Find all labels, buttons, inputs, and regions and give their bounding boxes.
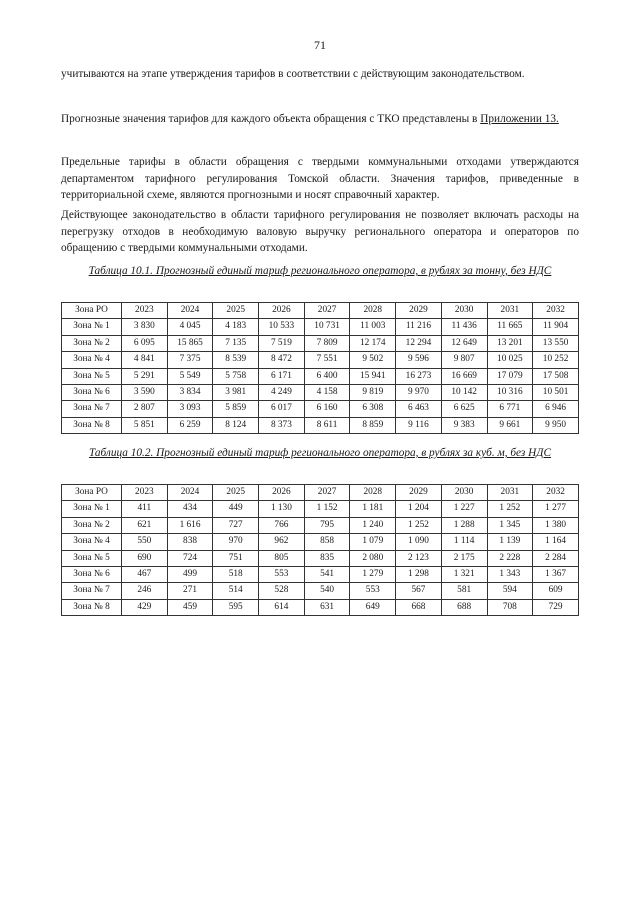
column-header: 2023: [122, 303, 168, 319]
tariff-cell: 449: [213, 501, 259, 517]
column-header: 2024: [167, 303, 213, 319]
tariff-cell: 6 160: [304, 401, 350, 417]
paragraph-forecast: [61, 111, 579, 128]
tariff-cell: 514: [213, 583, 259, 599]
tariff-cell: 688: [441, 599, 487, 615]
tariff-cell: 1 380: [533, 517, 579, 533]
table-row: [62, 517, 579, 533]
tariff-cell: 518: [213, 567, 259, 583]
tariff-cell: 766: [259, 517, 305, 533]
column-header: 2025: [213, 303, 259, 319]
tariff-cell: 17 508: [533, 368, 579, 384]
tariff-cell: 4 249: [259, 385, 305, 401]
tariff-cell: 727: [213, 517, 259, 533]
appendix-13-link[interactable]: Приложении 13.: [480, 113, 559, 125]
column-header: 2026: [259, 485, 305, 501]
tariff-cell: 649: [350, 599, 396, 615]
tariff-cell: 609: [533, 583, 579, 599]
tariff-cell: 567: [396, 583, 442, 599]
tariff-cell: 3 830: [122, 319, 168, 335]
tariff-cell: 594: [487, 583, 533, 599]
tariff-cell: 1 288: [441, 517, 487, 533]
tariff-cell: 1 227: [441, 501, 487, 517]
tariff-cell: 9 819: [350, 385, 396, 401]
tariff-cell: 6 308: [350, 401, 396, 417]
table-row: [62, 319, 579, 335]
tariff-cell: 434: [167, 501, 213, 517]
tariff-cell: 6 095: [122, 335, 168, 351]
tariff-cell: 1 181: [350, 501, 396, 517]
tariff-cell: 621: [122, 517, 168, 533]
tariff-cell: 12 174: [350, 335, 396, 351]
tariff-cell: 9 661: [487, 417, 533, 433]
tariff-cell: 9 596: [396, 352, 442, 368]
tariff-per-ton-table: [61, 302, 579, 434]
tariff-cell: 962: [259, 534, 305, 550]
column-header: Зона РО: [62, 303, 122, 319]
tariff-cell: 553: [350, 583, 396, 599]
column-header: 2030: [441, 485, 487, 501]
tariff-cell: 858: [304, 534, 350, 550]
tariff-cell: 246: [122, 583, 168, 599]
tariff-cell: 5 549: [167, 368, 213, 384]
tariff-cell: 5 758: [213, 368, 259, 384]
tariff-cell: 467: [122, 567, 168, 583]
tariff-cell: 8 472: [259, 352, 305, 368]
tariff-cell: 1 616: [167, 517, 213, 533]
column-header: Зона РО: [62, 485, 122, 501]
tariff-cell: 9 116: [396, 417, 442, 433]
tariff-cell: 1 204: [396, 501, 442, 517]
column-header: 2027: [304, 485, 350, 501]
tariff-cell: 2 123: [396, 550, 442, 566]
tariff-cell: 6 400: [304, 368, 350, 384]
zone-cell: Зона № 4: [62, 534, 122, 550]
table-row: [62, 368, 579, 384]
tariff-cell: 3 093: [167, 401, 213, 417]
tariff-cell: 7 809: [304, 335, 350, 351]
tariff-cell: 6 771: [487, 401, 533, 417]
table-row: [62, 534, 579, 550]
tariff-cell: 11 436: [441, 319, 487, 335]
column-header: 2029: [396, 303, 442, 319]
column-header: 2030: [441, 303, 487, 319]
tariff-cell: 6 625: [441, 401, 487, 417]
column-header: 2025: [213, 485, 259, 501]
tariff-cell: 10 252: [533, 352, 579, 368]
zone-cell: Зона № 5: [62, 368, 122, 384]
zone-cell: Зона № 6: [62, 567, 122, 583]
tariff-cell: 1 321: [441, 567, 487, 583]
tariff-cell: 7 375: [167, 352, 213, 368]
tariff-cell: 1 343: [487, 567, 533, 583]
tariff-cell: 1 079: [350, 534, 396, 550]
tariff-cell: 2 807: [122, 401, 168, 417]
tariff-cell: 9 950: [533, 417, 579, 433]
tariff-cell: 8 539: [213, 352, 259, 368]
tariff-cell: 1 139: [487, 534, 533, 550]
tariff-cell: 3 590: [122, 385, 168, 401]
tariff-cell: 10 316: [487, 385, 533, 401]
zone-cell: Зона № 8: [62, 417, 122, 433]
tariff-cell: 4 841: [122, 352, 168, 368]
tariff-cell: 2 284: [533, 550, 579, 566]
tariff-cell: 8 859: [350, 417, 396, 433]
column-header: 2024: [167, 485, 213, 501]
column-header: 2031: [487, 303, 533, 319]
zone-cell: Зона № 7: [62, 583, 122, 599]
tariff-cell: 12 649: [441, 335, 487, 351]
table-row: [62, 385, 579, 401]
tariff-cell: 595: [213, 599, 259, 615]
zone-cell: Зона № 6: [62, 385, 122, 401]
tariff-cell: 11 665: [487, 319, 533, 335]
tariff-cell: 751: [213, 550, 259, 566]
tariff-cell: 8 611: [304, 417, 350, 433]
tariff-cell: 2 175: [441, 550, 487, 566]
tariff-cell: 11 904: [533, 319, 579, 335]
table-row: [62, 417, 579, 433]
zone-cell: Зона № 2: [62, 517, 122, 533]
tariff-cell: 838: [167, 534, 213, 550]
tariff-cell: 724: [167, 550, 213, 566]
tariff-cell: 11 003: [350, 319, 396, 335]
table-row: [62, 567, 579, 583]
tariff-cell: 411: [122, 501, 168, 517]
tariff-cell: 12 294: [396, 335, 442, 351]
tariff-cell: 9 502: [350, 352, 396, 368]
zone-cell: Зона № 2: [62, 335, 122, 351]
tariff-cell: 6 463: [396, 401, 442, 417]
tariff-cell: 631: [304, 599, 350, 615]
tariff-cell: 1 090: [396, 534, 442, 550]
table2-caption: Таблица 10.2. Прогнозный единый тариф регионального оператора, в рублях за куб. м, без НДС: [88, 447, 552, 459]
tariff-cell: 541: [304, 567, 350, 583]
tariff-cell: 10 025: [487, 352, 533, 368]
tariff-cell: 1 277: [533, 501, 579, 517]
tariff-cell: 429: [122, 599, 168, 615]
tariff-cell: 3 834: [167, 385, 213, 401]
tariff-cell: 9 970: [396, 385, 442, 401]
column-header: 2028: [350, 485, 396, 501]
tariff-cell: 5 291: [122, 368, 168, 384]
tariff-cell: 550: [122, 534, 168, 550]
tariff-cell: 4 045: [167, 319, 213, 335]
tariff-cell: 6 946: [533, 401, 579, 417]
tariff-cell: 970: [213, 534, 259, 550]
tariff-cell: 1 164: [533, 534, 579, 550]
tariff-cell: 459: [167, 599, 213, 615]
tariff-cell: 1 152: [304, 501, 350, 517]
tariff-cell: 528: [259, 583, 305, 599]
zone-cell: Зона № 8: [62, 599, 122, 615]
tariff-cell: 1 367: [533, 567, 579, 583]
tariff-cell: 795: [304, 517, 350, 533]
tariff-cell: 1 130: [259, 501, 305, 517]
tariff-cell: 835: [304, 550, 350, 566]
tariff-cell: 6 171: [259, 368, 305, 384]
tariff-cell: 553: [259, 567, 305, 583]
table-header-row: [62, 485, 579, 501]
paragraph-legislation: Действующее законодательство в области тарифного регулирования не позволяет включать расходы на перегрузку отходов в необходимую валовую выручку регионального оператора и операторов по обращению с твердыми коммунальными отходами.: [61, 209, 579, 254]
column-header: 2028: [350, 303, 396, 319]
table-row: [62, 335, 579, 351]
tariff-cell: 4 183: [213, 319, 259, 335]
tariff-cell: 16 669: [441, 368, 487, 384]
table1-caption: Таблица 10.1. Прогнозный единый тариф регионального оператора, в рублях за тонну, без НДС: [88, 265, 552, 277]
tariff-cell: 10 142: [441, 385, 487, 401]
tariff-cell: 581: [441, 583, 487, 599]
column-header: 2029: [396, 485, 442, 501]
tariff-cell: 499: [167, 567, 213, 583]
column-header: 2026: [259, 303, 305, 319]
tariff-cell: 8 124: [213, 417, 259, 433]
paragraph-limit-tariffs: Предельные тарифы в области обращения с твердыми коммунальными отходами утверждаются департаментом тарифного регулирования Томской области. Значения тарифов, приведенные в территориальной схеме, являются прогнозными и носят справочный характер.: [61, 156, 579, 201]
table-row: [62, 583, 579, 599]
table-header-row: [62, 303, 579, 319]
tariff-cell: 2 080: [350, 550, 396, 566]
zone-cell: Зона № 7: [62, 401, 122, 417]
tariff-cell: 805: [259, 550, 305, 566]
tariff-cell: 6 017: [259, 401, 305, 417]
column-header: 2027: [304, 303, 350, 319]
zone-cell: Зона № 1: [62, 501, 122, 517]
table-row: [62, 599, 579, 615]
tariff-cell: 8 373: [259, 417, 305, 433]
tariff-cell: 7 135: [213, 335, 259, 351]
tariff-cell: 9 807: [441, 352, 487, 368]
tariff-cell: 1 252: [487, 501, 533, 517]
tariff-cell: 10 731: [304, 319, 350, 335]
tariff-cell: 708: [487, 599, 533, 615]
table-row: [62, 401, 579, 417]
tariff-cell: 614: [259, 599, 305, 615]
tariff-cell: 3 981: [213, 385, 259, 401]
column-header: 2023: [122, 485, 168, 501]
tariff-cell: 690: [122, 550, 168, 566]
tariff-cell: 5 859: [213, 401, 259, 417]
zone-cell: Зона № 4: [62, 352, 122, 368]
tariff-per-cubic-meter-table: [61, 484, 579, 616]
tariff-cell: 13 550: [533, 335, 579, 351]
column-header: 2032: [533, 485, 579, 501]
table-row: [62, 352, 579, 368]
tariff-cell: 1 279: [350, 567, 396, 583]
table-row: [62, 501, 579, 517]
tariff-cell: 7 519: [259, 335, 305, 351]
tariff-cell: 2 228: [487, 550, 533, 566]
tariff-cell: 540: [304, 583, 350, 599]
tariff-cell: 668: [396, 599, 442, 615]
table-row: [62, 550, 579, 566]
tariff-cell: 5 851: [122, 417, 168, 433]
column-header: 2032: [533, 303, 579, 319]
tariff-cell: 729: [533, 599, 579, 615]
zone-cell: Зона № 1: [62, 319, 122, 335]
paragraph-continuation: учитываются на этапе утверждения тарифов в соответствии с действующим законодательством.: [61, 68, 525, 80]
tariff-cell: 1 114: [441, 534, 487, 550]
tariff-cell: 7 551: [304, 352, 350, 368]
tariff-cell: 1 240: [350, 517, 396, 533]
tariff-cell: 15 865: [167, 335, 213, 351]
tariff-cell: 1 345: [487, 517, 533, 533]
tariff-cell: 10 501: [533, 385, 579, 401]
zone-cell: Зона № 5: [62, 550, 122, 566]
page-number: 71: [314, 38, 326, 52]
tariff-cell: 271: [167, 583, 213, 599]
forecast-text: Прогнозные значения тарифов для каждого объекта обращения с ТКО представлены в: [61, 113, 478, 125]
tariff-cell: 15 941: [350, 368, 396, 384]
tariff-cell: 11 216: [396, 319, 442, 335]
tariff-cell: 17 079: [487, 368, 533, 384]
tariff-cell: 16 273: [396, 368, 442, 384]
tariff-cell: 4 158: [304, 385, 350, 401]
tariff-cell: 1 298: [396, 567, 442, 583]
tariff-cell: 1 252: [396, 517, 442, 533]
tariff-cell: 6 259: [167, 417, 213, 433]
column-header: 2031: [487, 485, 533, 501]
tariff-cell: 10 533: [259, 319, 305, 335]
tariff-cell: 13 201: [487, 335, 533, 351]
tariff-cell: 9 383: [441, 417, 487, 433]
